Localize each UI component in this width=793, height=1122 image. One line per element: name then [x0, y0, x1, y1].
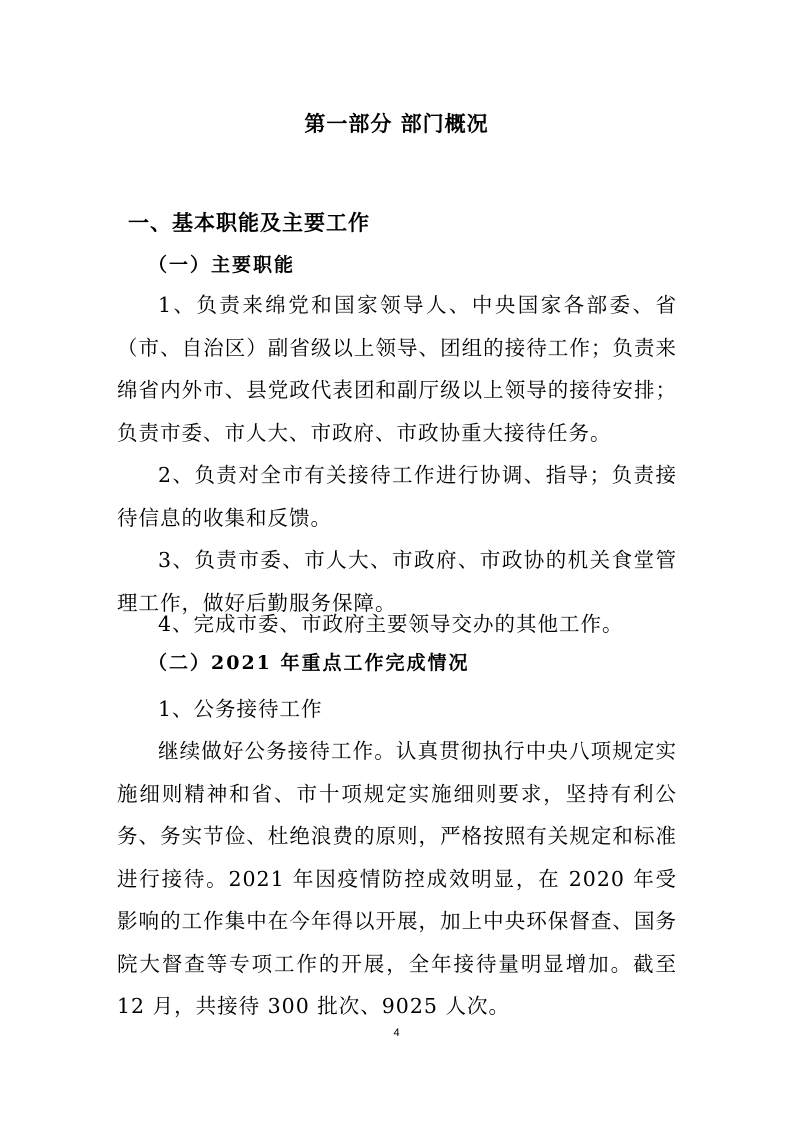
page-title: 第一部分 部门概况	[304, 112, 489, 136]
page-number: 4	[393, 1027, 400, 1039]
work-item-body: 继续做好公务接待工作。认真贯彻执行中央八项规定实施细则精神和省、市十项规定实施细则要求，坚持有利公务、务实节俭、杜绝浪费的原则，严格按照有关规定和标准进行接待。2021 年因疫情防控成效明显，在 2020 年受影响的工作集中在今年得以开展，加上中央环保督查、国务院大督查等专项工作的开展，全年接待量明显增加。截至 12 月，共接待 300 批次、9025 人次。	[117, 739, 677, 1018]
function-item-3: 3、负责市委、市人大、市政府、市政协的机关食堂管理工作，做好后勤服务保障。	[117, 548, 677, 615]
section-heading-basic-functions: 一、基本职能及主要工作	[128, 211, 370, 235]
work-item-title: 1、公务接待工作	[158, 697, 323, 721]
function-item-2: 2、负责对全市有关接待工作进行协调、指导；负责接待信息的收集和反馈。	[117, 463, 677, 530]
function-item-4: 4、完成市委、市政府主要领导交办的其他工作。	[158, 612, 624, 636]
subsection-heading-main-functions: （一）主要职能	[148, 254, 296, 276]
function-item-1: 1、负责来绵党和国家领导人、中央国家各部委、省（市、自治区）副省级以上领导、团组的接待工作；负责来绵省内外市、县党政代表团和副厅级以上领导的接待安排；负责市委、市人大、市政府、市政协重大接待任务。	[117, 293, 677, 445]
subsection-heading-key-work-2021: （二）2021 年重点工作完成情况	[148, 652, 470, 674]
